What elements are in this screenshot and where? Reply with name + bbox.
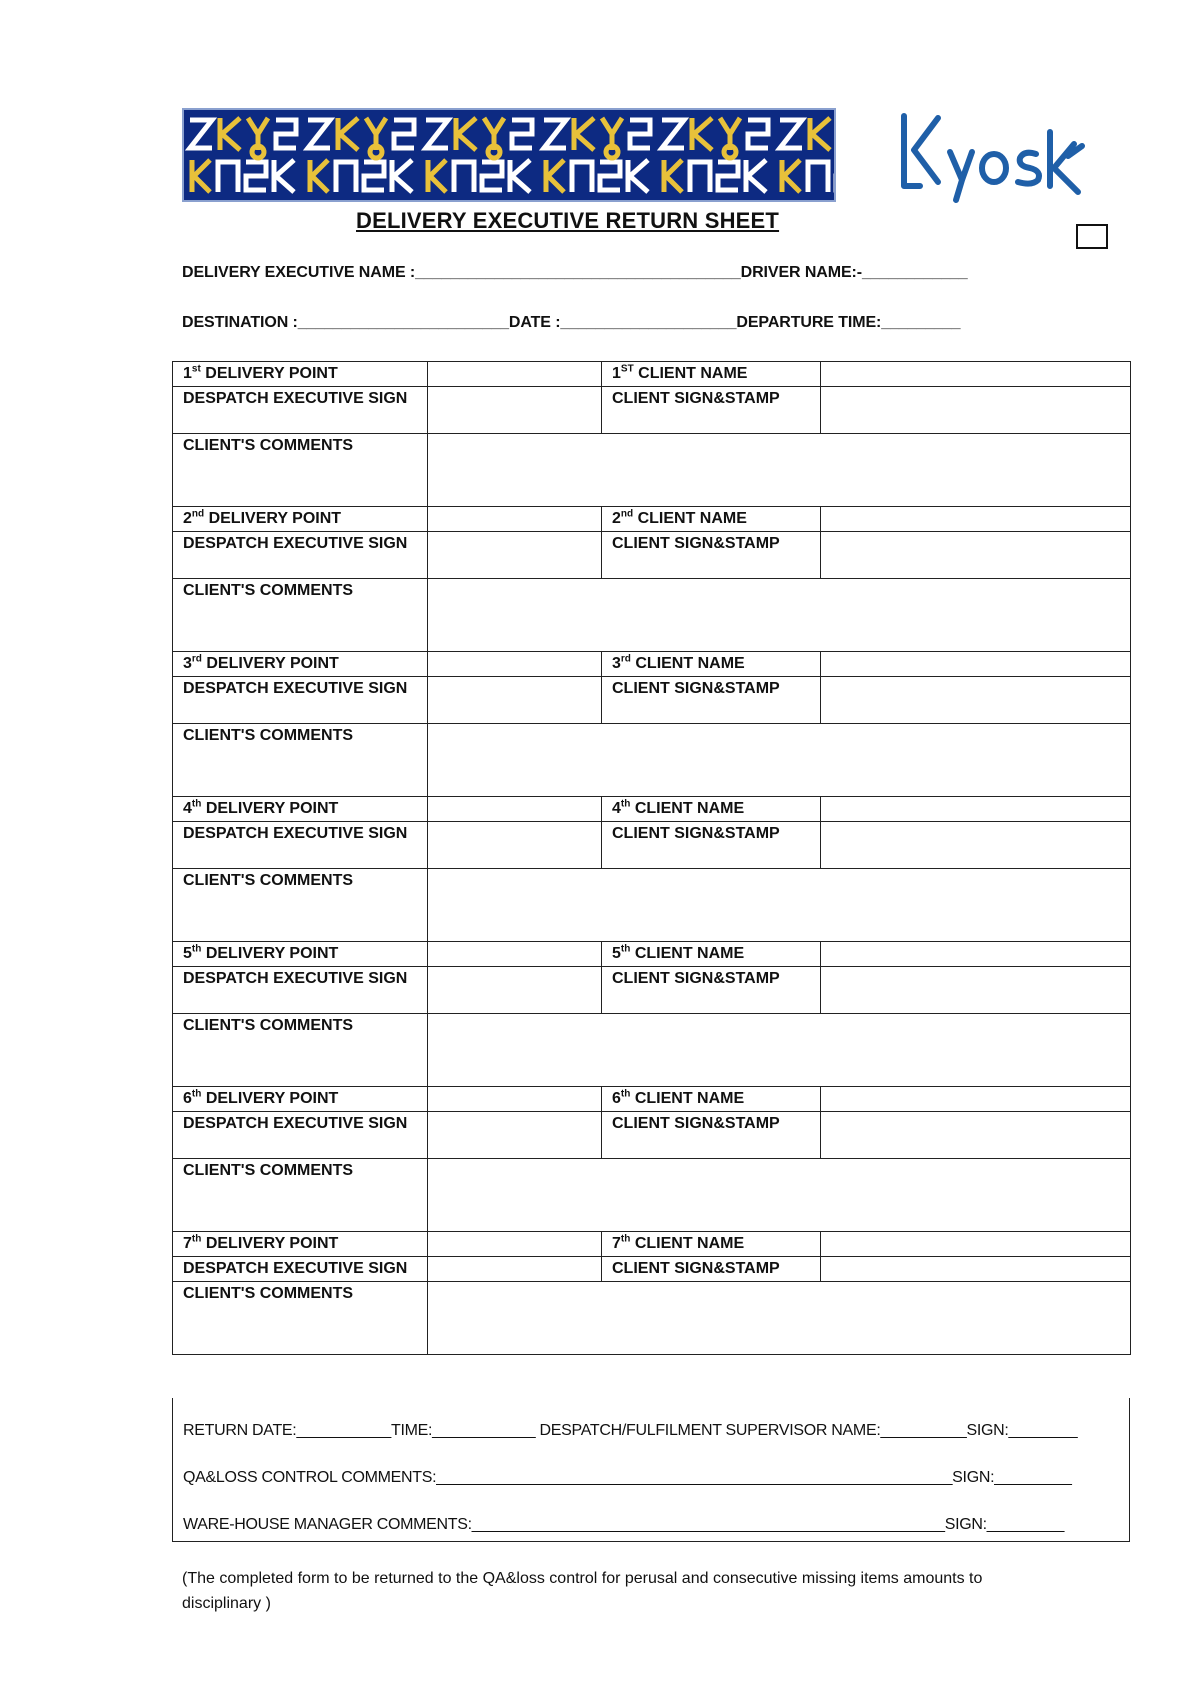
kyosk-logo-icon bbox=[898, 108, 1088, 204]
corner-checkbox[interactable] bbox=[1076, 224, 1108, 249]
delivery-point-label: 2nd DELIVERY POINT bbox=[173, 507, 428, 532]
table-row bbox=[173, 1014, 1131, 1087]
despatch-sign-label: DESPATCH EXECUTIVE SIGN bbox=[173, 822, 428, 869]
delivery-point-label: 5th DELIVERY POINT bbox=[173, 942, 428, 967]
client-sign-field[interactable] bbox=[821, 967, 1131, 1014]
client-comments-field[interactable] bbox=[428, 434, 1131, 507]
despatch-sign-label: DESPATCH EXECUTIVE SIGN bbox=[173, 532, 428, 579]
delivery-point-field[interactable] bbox=[428, 797, 602, 822]
delivery-point-label: 3rd DELIVERY POINT bbox=[173, 652, 428, 677]
delivery-point-field[interactable] bbox=[428, 362, 602, 387]
client-name-field[interactable] bbox=[821, 797, 1131, 822]
delivery-executive-driver-line[interactable]: DELIVERY EXECUTIVE NAME :_____________________________________DRIVER NAME:-____________ bbox=[182, 264, 968, 281]
client-comments-field[interactable] bbox=[428, 724, 1131, 797]
client-name-label: 3rd CLIENT NAME bbox=[602, 652, 821, 677]
return-footer-section bbox=[172, 1398, 1130, 1542]
table-row bbox=[173, 387, 1131, 434]
table-row bbox=[173, 579, 1131, 652]
delivery-point-label: 4th DELIVERY POINT bbox=[173, 797, 428, 822]
delivery-point-field[interactable] bbox=[428, 1087, 602, 1112]
table-row bbox=[173, 507, 1131, 532]
despatch-sign-label: DESPATCH EXECUTIVE SIGN bbox=[173, 677, 428, 724]
table-row bbox=[173, 362, 1131, 387]
client-comments-label: CLIENT'S COMMENTS bbox=[173, 434, 428, 507]
despatch-sign-label: DESPATCH EXECUTIVE SIGN bbox=[173, 1112, 428, 1159]
client-sign-field[interactable] bbox=[821, 1112, 1131, 1159]
destination-date-departure-line[interactable]: DESTINATION :________________________DATE :____________________DEPARTURE TIME:_________ bbox=[182, 314, 961, 331]
table-row bbox=[173, 1087, 1131, 1112]
client-sign-label: CLIENT SIGN&STAMP bbox=[602, 822, 821, 869]
client-sign-field[interactable] bbox=[821, 822, 1131, 869]
client-name-field[interactable] bbox=[821, 1087, 1131, 1112]
despatch-sign-field[interactable] bbox=[428, 387, 602, 434]
client-sign-label: CLIENT SIGN&STAMP bbox=[602, 532, 821, 579]
client-name-label: 7th CLIENT NAME bbox=[602, 1232, 821, 1257]
client-sign-label: CLIENT SIGN&STAMP bbox=[602, 1257, 821, 1282]
despatch-sign-field[interactable] bbox=[428, 1112, 602, 1159]
qa-loss-control-comments-line[interactable]: QA&LOSS CONTROL COMMENTS:____________________________________________________________SIGN:_________ bbox=[183, 1469, 1072, 1486]
despatch-sign-field[interactable] bbox=[428, 677, 602, 724]
footnote: (The completed form to be returned to the QA&loss control for perusal and consecutive missing items amounts to disciplinary ) bbox=[182, 1570, 983, 1612]
client-name-field[interactable] bbox=[821, 362, 1131, 387]
despatch-sign-label: DESPATCH EXECUTIVE SIGN bbox=[173, 967, 428, 1014]
return-date-time-supervisor-line[interactable]: RETURN DATE:___________TIME:____________ DESPATCH/FULFILMENT SUPERVISOR NAME:__________SIGN:________ bbox=[183, 1422, 1078, 1439]
table-row bbox=[173, 1159, 1131, 1232]
client-comments-label: CLIENT'S COMMENTS bbox=[173, 724, 428, 797]
client-sign-label: CLIENT SIGN&STAMP bbox=[602, 677, 821, 724]
table-row bbox=[173, 822, 1131, 869]
client-sign-field[interactable] bbox=[821, 1257, 1131, 1282]
document-title: DELIVERY EXECUTIVE RETURN SHEET bbox=[356, 208, 780, 233]
client-sign-label: CLIENT SIGN&STAMP bbox=[602, 1112, 821, 1159]
client-name-label: 2nd CLIENT NAME bbox=[602, 507, 821, 532]
table-row bbox=[173, 652, 1131, 677]
delivery-points-table bbox=[172, 361, 1131, 1355]
table-row bbox=[173, 724, 1131, 797]
delivery-point-label: 7th DELIVERY POINT bbox=[173, 1232, 428, 1257]
banner-pattern-icon bbox=[184, 110, 834, 200]
client-sign-field[interactable] bbox=[821, 532, 1131, 579]
despatch-sign-field[interactable] bbox=[428, 822, 602, 869]
client-comments-label: CLIENT'S COMMENTS bbox=[173, 869, 428, 942]
table-row bbox=[173, 797, 1131, 822]
table-row bbox=[173, 677, 1131, 724]
client-sign-label: CLIENT SIGN&STAMP bbox=[602, 967, 821, 1014]
table-row bbox=[173, 1112, 1131, 1159]
client-name-field[interactable] bbox=[821, 942, 1131, 967]
delivery-point-label: 1st DELIVERY POINT bbox=[173, 362, 428, 387]
despatch-sign-field[interactable] bbox=[428, 1257, 602, 1282]
client-sign-field[interactable] bbox=[821, 677, 1131, 724]
table-row bbox=[173, 434, 1131, 507]
client-sign-label: CLIENT SIGN&STAMP bbox=[602, 387, 821, 434]
delivery-point-field[interactable] bbox=[428, 942, 602, 967]
client-name-field[interactable] bbox=[821, 652, 1131, 677]
client-name-label: 5th CLIENT NAME bbox=[602, 942, 821, 967]
client-comments-label: CLIENT'S COMMENTS bbox=[173, 1159, 428, 1232]
delivery-point-label: 6th DELIVERY POINT bbox=[173, 1087, 428, 1112]
client-name-label: 6th CLIENT NAME bbox=[602, 1087, 821, 1112]
client-comments-label: CLIENT'S COMMENTS bbox=[173, 579, 428, 652]
client-name-field[interactable] bbox=[821, 1232, 1131, 1257]
table-row bbox=[173, 532, 1131, 579]
table-row bbox=[173, 1282, 1131, 1355]
despatch-sign-field[interactable] bbox=[428, 532, 602, 579]
delivery-point-field[interactable] bbox=[428, 1232, 602, 1257]
table-row bbox=[173, 967, 1131, 1014]
despatch-sign-field[interactable] bbox=[428, 967, 602, 1014]
table-row bbox=[173, 869, 1131, 942]
warehouse-manager-comments-line[interactable]: WARE-HOUSE MANAGER COMMENTS:_______________________________________________________SIGN:_________ bbox=[183, 1516, 1065, 1533]
client-comments-field[interactable] bbox=[428, 1282, 1131, 1355]
client-sign-field[interactable] bbox=[821, 387, 1131, 434]
client-comments-label: CLIENT'S COMMENTS bbox=[173, 1014, 428, 1087]
client-comments-field[interactable] bbox=[428, 1014, 1131, 1087]
despatch-sign-label: DESPATCH EXECUTIVE SIGN bbox=[173, 1257, 428, 1282]
client-name-label: 4th CLIENT NAME bbox=[602, 797, 821, 822]
client-comments-field[interactable] bbox=[428, 869, 1131, 942]
delivery-point-field[interactable] bbox=[428, 652, 602, 677]
table-row bbox=[173, 942, 1131, 967]
client-comments-field[interactable] bbox=[428, 579, 1131, 652]
kyosk-banner-logo bbox=[182, 108, 836, 202]
client-name-field[interactable] bbox=[821, 507, 1131, 532]
table-row bbox=[173, 1232, 1131, 1257]
despatch-sign-label: DESPATCH EXECUTIVE SIGN bbox=[173, 387, 428, 434]
delivery-point-field[interactable] bbox=[428, 507, 602, 532]
client-name-label: 1ST CLIENT NAME bbox=[602, 362, 821, 387]
client-comments-field[interactable] bbox=[428, 1159, 1131, 1232]
client-comments-label: CLIENT'S COMMENTS bbox=[173, 1282, 428, 1355]
table-row bbox=[173, 1257, 1131, 1282]
kyosk-logo bbox=[898, 108, 1088, 204]
